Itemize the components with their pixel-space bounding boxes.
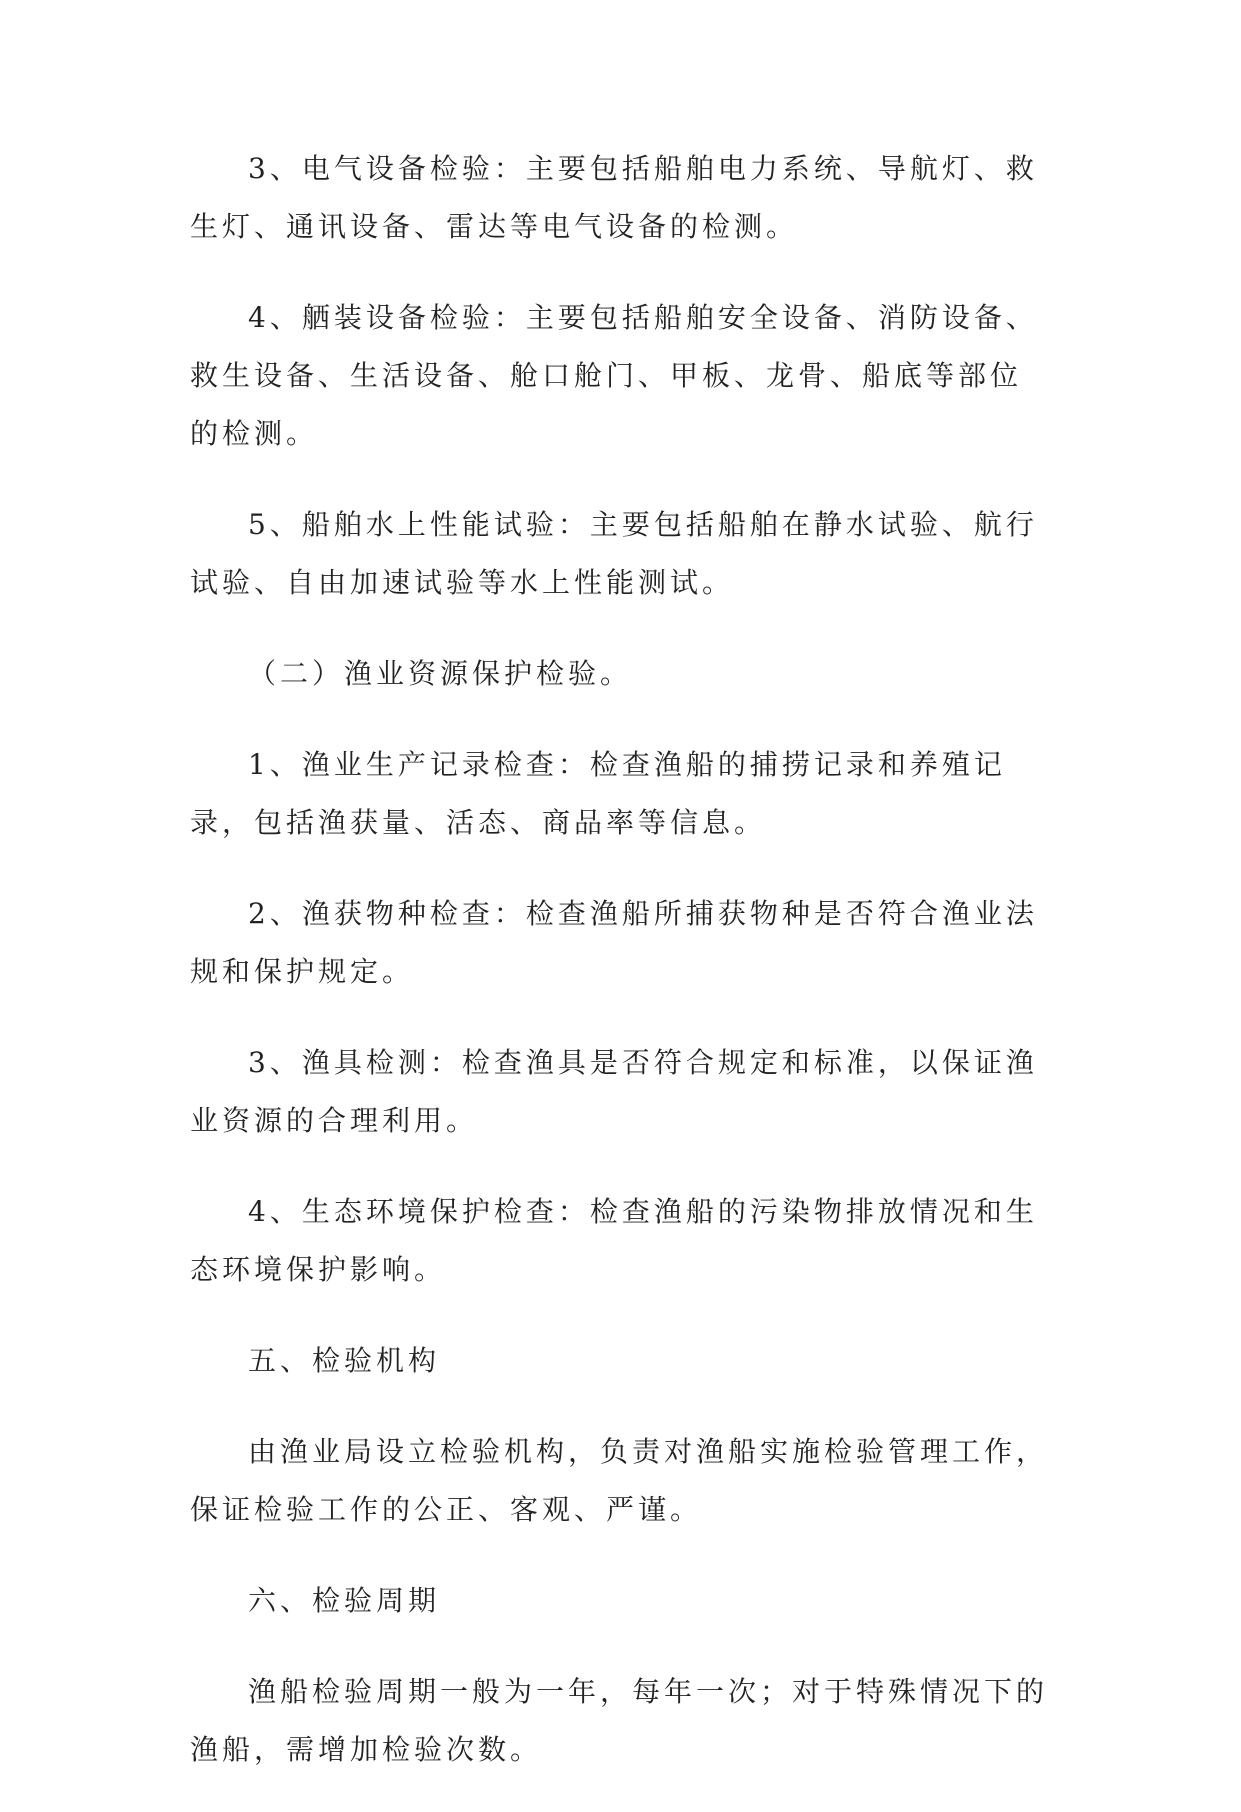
- paragraph-outfitting-inspection: 4、舾装设备检验：主要包括船舶安全设备、消防设备、救生设备、生活设备、舱口舱门、甲板、龙骨、船底等部位的检测。: [190, 301, 1038, 450]
- document-body: [190, 140, 1050, 1812]
- paragraph-fishing-gear-check: 3、渔具检测：检查渔具是否符合规定和标准，以保证渔业资源的合理利用。: [190, 1046, 1038, 1137]
- section-heading-inspection-agency: 五、检验机构: [248, 1344, 441, 1377]
- paragraph-production-record-check: 1、渔业生产记录检查：检查渔船的捕捞记录和养殖记录，包括渔获量、活态、商品率等信息。: [190, 748, 1006, 839]
- paragraph-ecology-check: 4、生态环境保护检查：检查渔船的污染物排放情况和生态环境保护影响。: [190, 1195, 1038, 1286]
- paragraph-inspection-cycle: 渔船检验周期一般为一年，每年一次；对于特殊情况下的渔船，需增加检验次数。: [190, 1675, 1049, 1766]
- paragraph-species-check: 2、渔获物种检查：检查渔船所捕获物种是否符合渔业法规和保护规定。: [190, 897, 1038, 988]
- section-heading-fishery-resource: （二）渔业资源保护检验。: [248, 657, 633, 690]
- section-heading-inspection-cycle: 六、检验周期: [248, 1584, 441, 1617]
- paragraph-water-performance-test: 5、船舶水上性能试验：主要包括船舶在静水试验、航行试验、自由加速试验等水上性能测试。: [190, 508, 1038, 599]
- paragraph-inspection-agency: 由渔业局设立检验机构，负责对渔船实施检验管理工作，保证检验工作的公正、客观、严谨。: [190, 1435, 1049, 1526]
- paragraph-electrical-inspection: 3、电气设备检验：主要包括船舶电力系统、导航灯、救生灯、通讯设备、雷达等电气设备的检测。: [190, 152, 1038, 243]
